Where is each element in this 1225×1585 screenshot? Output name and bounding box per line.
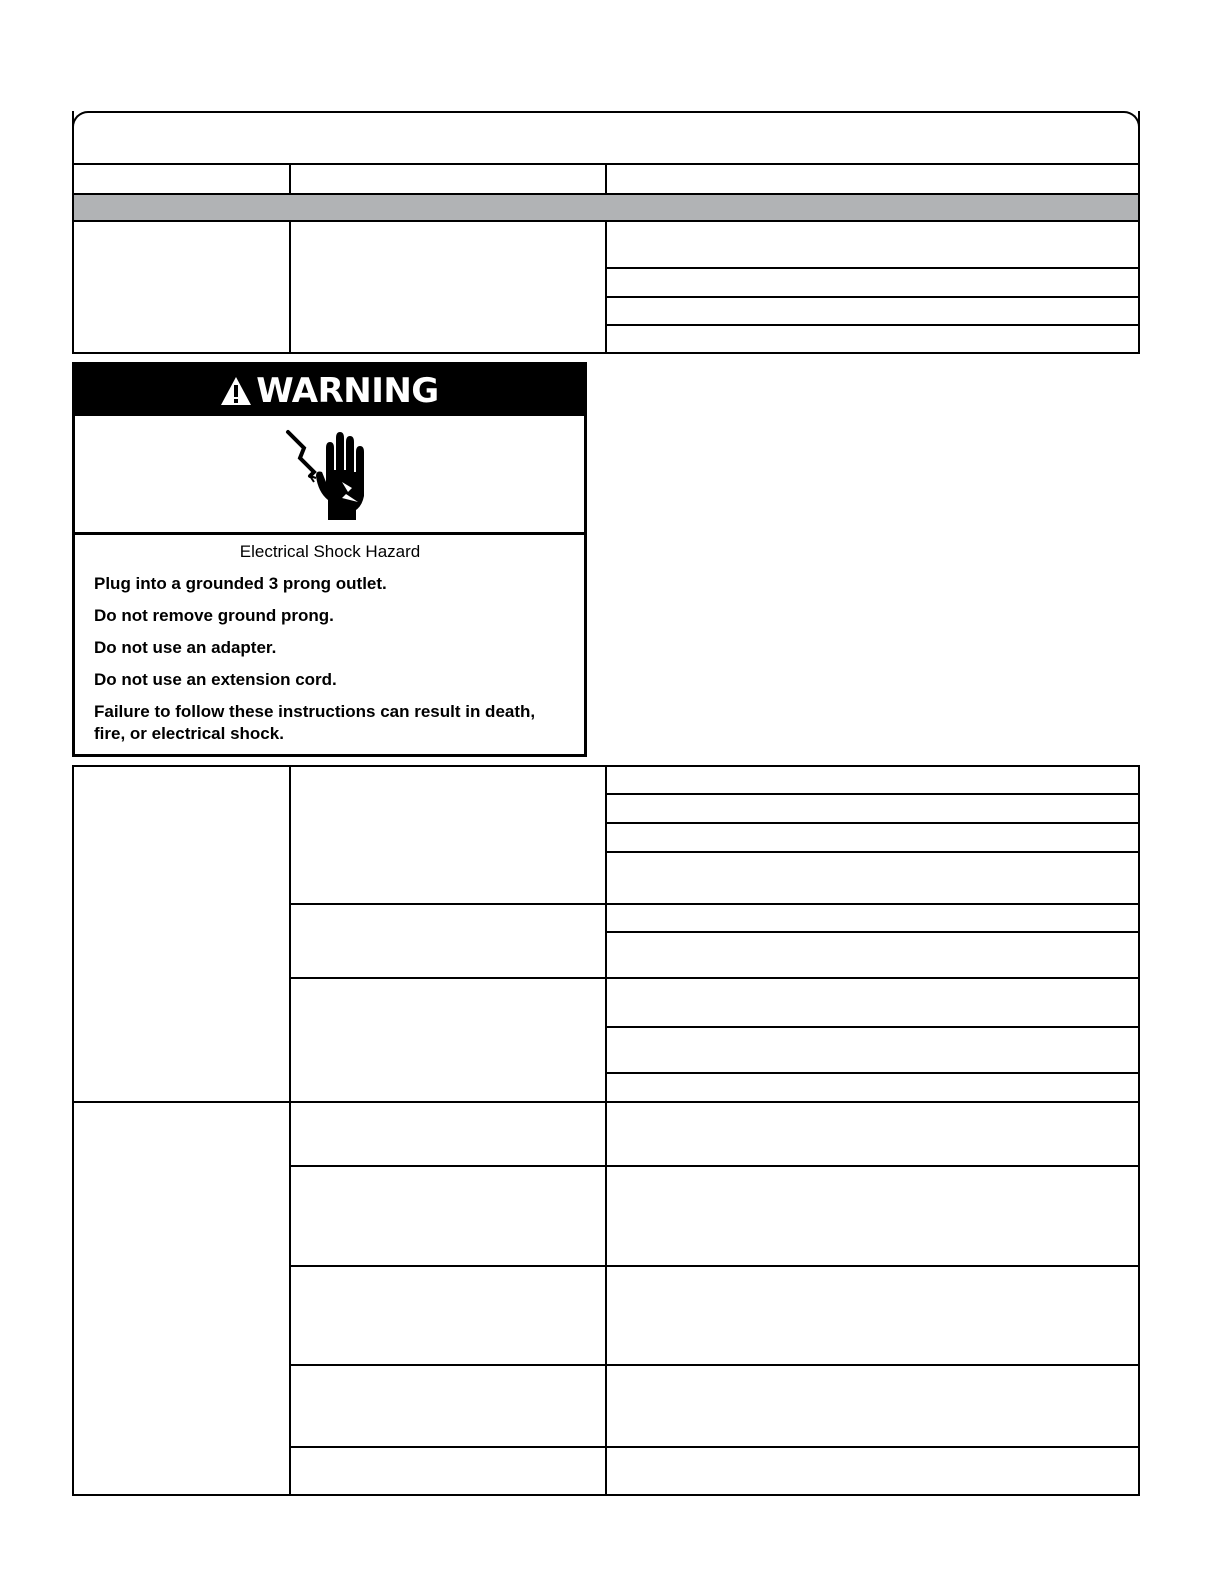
warning-line: Do not use an adapter. <box>94 638 277 657</box>
warning-line: Do not use an extension cord. <box>94 670 337 689</box>
section-header-bar <box>72 193 1140 222</box>
electrical-shock-hand-icon <box>280 426 380 522</box>
warning-line: Plug into a grounded 3 prong outlet. <box>94 574 387 593</box>
table-title-box <box>72 111 1140 165</box>
shock-symbol-panel <box>75 416 584 535</box>
warning-header <box>75 365 584 416</box>
warning-text <box>75 535 584 754</box>
warning-triangle-icon <box>220 376 252 406</box>
hazard-title: Electrical Shock Hazard <box>239 542 421 561</box>
warning-label <box>72 362 587 757</box>
warning-heading: WARNING <box>256 370 439 411</box>
warning-line: Failure to follow these instructions can result in death, fire, or electrical shock. <box>94 702 536 743</box>
warning-line: Do not remove ground prong. <box>94 606 334 625</box>
